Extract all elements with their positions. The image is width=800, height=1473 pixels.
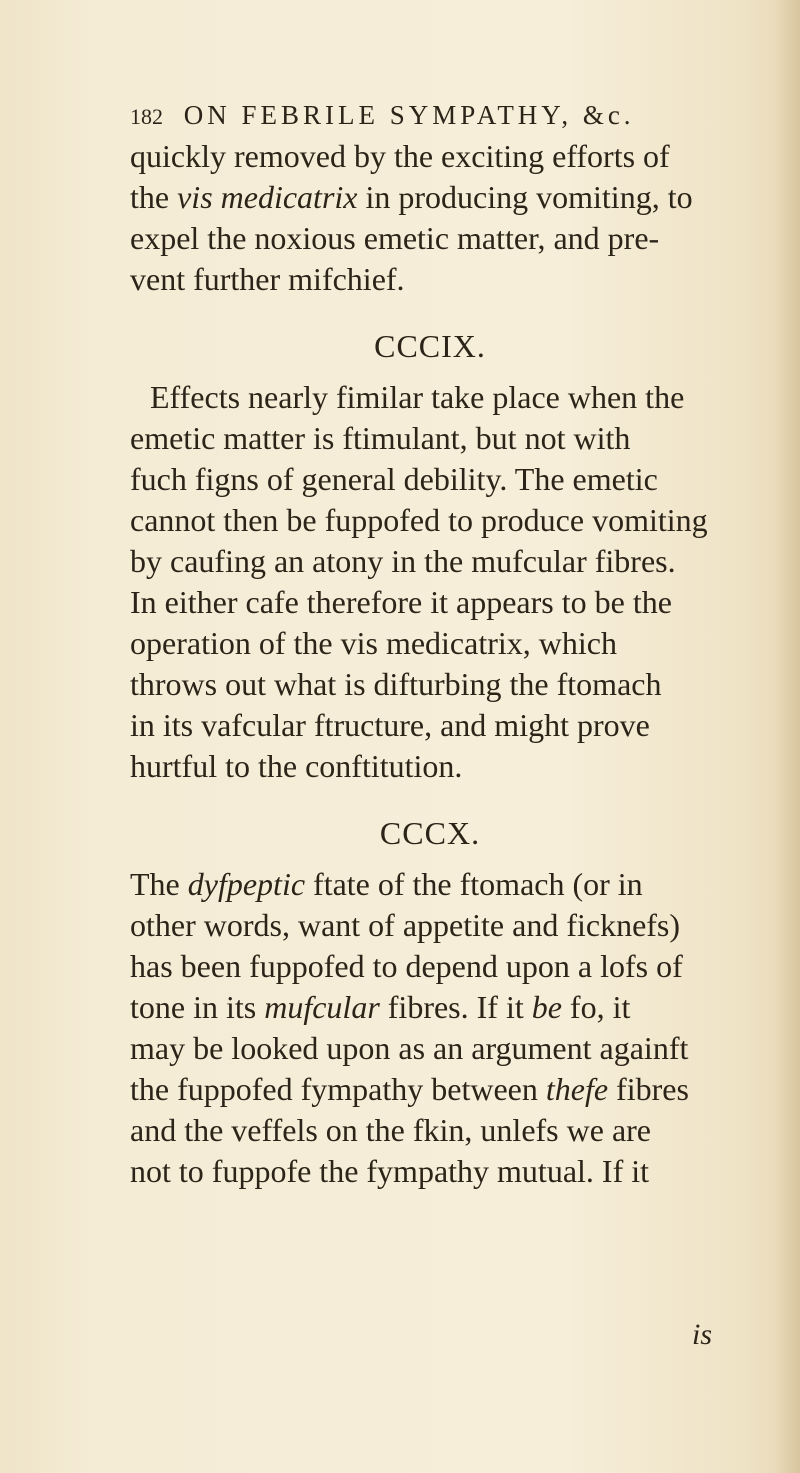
text-line: the fuppofed fympathy between thefe fibres bbox=[130, 1071, 689, 1107]
text-line: cannot then be fuppofed to produce vomiting bbox=[130, 502, 708, 538]
text-line: In either cafe therefore it appears to be the bbox=[130, 584, 672, 620]
text-line: vent further mifchief. bbox=[130, 261, 405, 297]
text-line: not to fuppofe the fympathy mutual. If it bbox=[130, 1153, 649, 1189]
catchword: is bbox=[692, 1318, 713, 1351]
text-line: other words, want of appetite and ficknefs) bbox=[130, 907, 681, 943]
text-line: operation of the vis medicatrix, which bbox=[130, 625, 617, 661]
text-line: quickly removed by the exciting efforts of bbox=[130, 138, 670, 174]
text-line: throws out what is difturbing the ftomach bbox=[130, 666, 662, 702]
continuation-paragraph bbox=[130, 136, 730, 300]
text-line: the vis medicatrix in producing vomiting, to bbox=[130, 179, 693, 215]
page-edge-shadow bbox=[774, 0, 800, 1473]
section-heading-cccx: CCCX. bbox=[379, 815, 481, 851]
text-line: fuch figns of general debility. The emetic bbox=[130, 461, 658, 497]
section-heading-cccix: CCCIX. bbox=[374, 328, 486, 364]
text-line: in its vafcular ftructure, and might prove bbox=[130, 707, 650, 743]
page-number: 182 bbox=[130, 104, 163, 129]
text-line: emetic matter is ftimulant, but not with bbox=[130, 420, 631, 456]
running-header bbox=[130, 100, 690, 131]
italic-text: thefe bbox=[545, 1071, 609, 1107]
text-line: and the veffels on the fkin, unlefs we are bbox=[130, 1112, 651, 1148]
text-line: may be looked upon as an argument againft bbox=[130, 1030, 689, 1066]
text-line: Effects nearly fimilar take place when the bbox=[150, 379, 685, 415]
italic-text: vis medicatrix bbox=[177, 179, 358, 215]
section-cccix-paragraph bbox=[130, 377, 730, 787]
text-line: The dyfpeptic ftate of the ftomach (or in bbox=[130, 866, 643, 902]
running-title: ON FEBRILE SYMPATHY, &c. bbox=[183, 100, 635, 130]
italic-text: dyfpeptic bbox=[187, 866, 306, 902]
body-text bbox=[130, 136, 730, 1192]
italic-text: mufcular bbox=[264, 989, 380, 1025]
text-line: expel the noxious emetic matter, and pre- bbox=[130, 220, 660, 256]
section-cccx-paragraph bbox=[130, 864, 730, 1192]
text-line: hurtful to the conftitution. bbox=[130, 748, 463, 784]
text-line: has been fuppofed to depend upon a lofs of bbox=[130, 948, 683, 984]
italic-text: be bbox=[531, 989, 562, 1025]
text-line: by caufing an atony in the mufcular fibres. bbox=[130, 543, 676, 579]
text-line: tone in its mufcular fibres. If it be fo, it bbox=[130, 989, 631, 1025]
